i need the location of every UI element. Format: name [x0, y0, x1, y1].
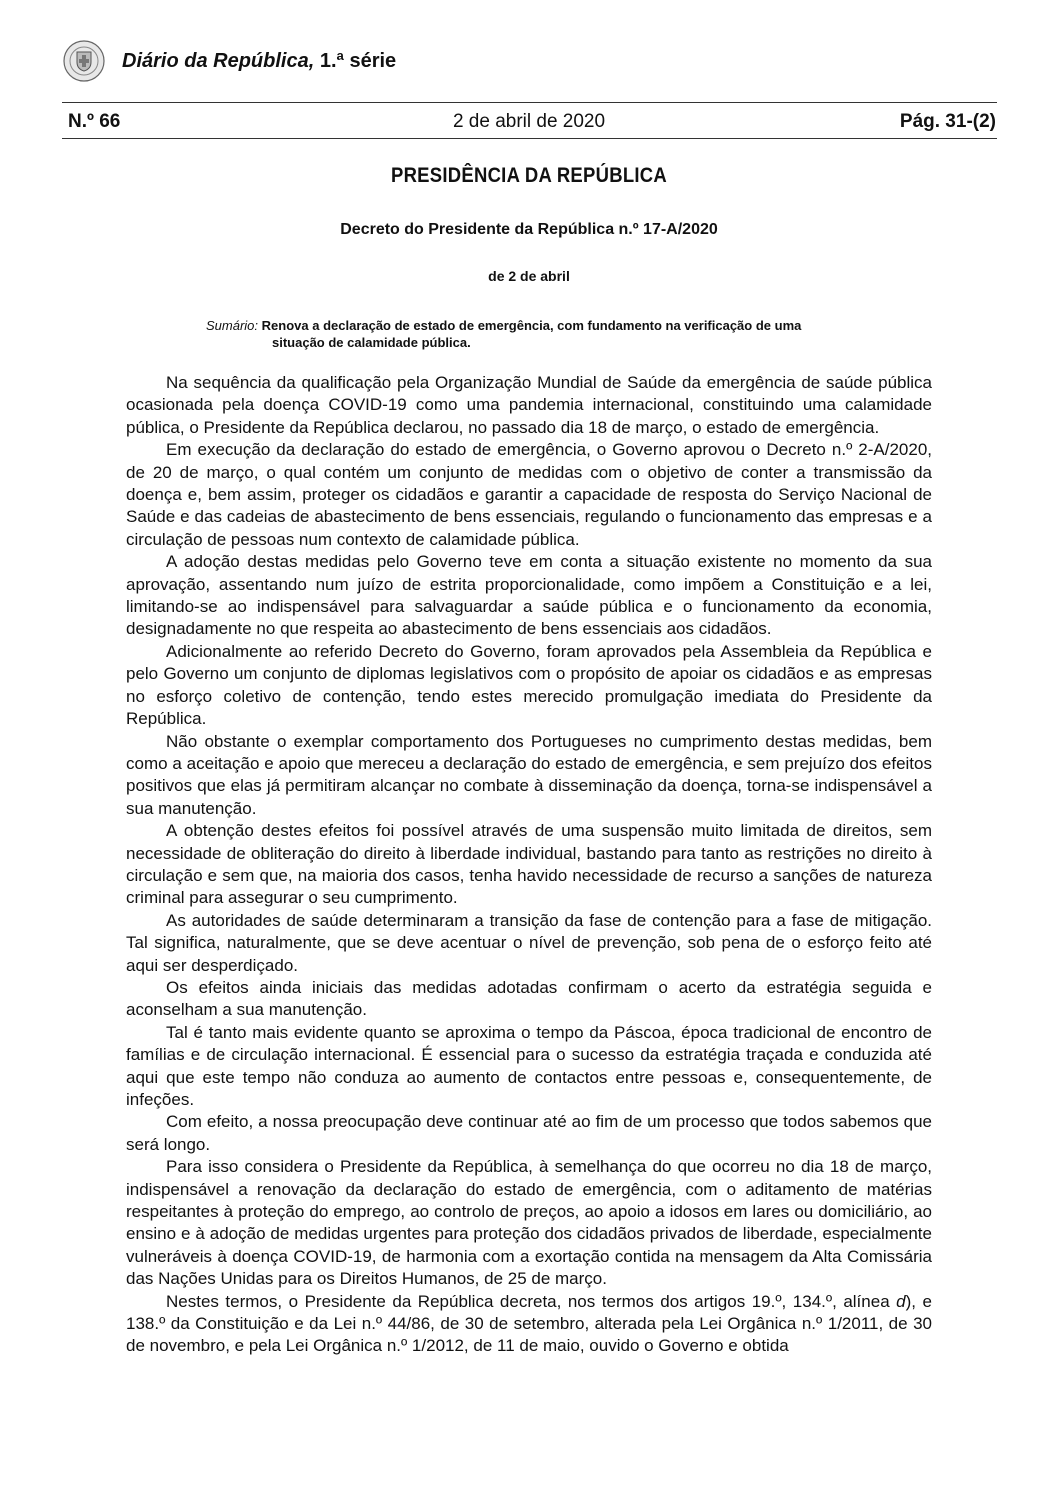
page-number: Pág. 31-(2) [899, 111, 996, 132]
issue-date: 2 de abril de 2020 [452, 111, 606, 132]
decree-body [126, 372, 932, 1358]
coat-of-arms-icon [62, 39, 106, 83]
paragraph-10: Com efeito, a nossa preocupação deve continuar até ao fim de um processo que todos sabemos que será longo. [126, 1112, 932, 1154]
summary-label: Sumário: [206, 318, 259, 333]
decree-date: de 2 de abril [488, 268, 570, 284]
header-top-rule [62, 102, 997, 103]
paragraph-12-end: ), e 138.º da Constituição e da Lei n.º 44/86, de 30 de setembro, alterada pela Lei Orgânica n.º 1/2011, de 30 de novembro, e pela Lei Orgânica n.º 1/2012, de 11 de maio, ouvido o Governo e obtida [126, 1291, 932, 1356]
decree-title: Decreto do Presidente da República n.º 17-A/2020 [340, 221, 718, 238]
journal-name: Diário da República, [122, 49, 315, 72]
paragraph-9: Tal é tanto mais evidente quanto se aproxima o tempo da Páscoa, época tradicional de encontro de famílias e de circulação internacional. É essencial para o sucesso da estratégia traçada e conduzida até aqui que este tempo não conduza ao aumento de contactos entre pessoas e, consequentemente, de infeções. [126, 1022, 932, 1109]
summary [206, 317, 866, 351]
paragraph-1: Na sequência da qualificação pela Organização Mundial de Saúde da emergência de saúde pública ocasionada pela doença COVID-19 como uma pandemia internacional, constituindo uma calamidade pública, o Presidente da República declarou, no passado dia 18 de março, o estado de emergência. [126, 373, 932, 437]
section-title: PRESIDÊNCIA DA REPÚBLICA [390, 164, 668, 187]
paragraph-8: Os efeitos ainda iniciais das medidas adotadas confirmam o acerto da estratégia seguida e aconselham a sua manutenção. [126, 977, 932, 1020]
paragraph-2: Em execução da declaração do estado de emergência, o Governo aprovou o Decreto n.º 2-A/2020, de 20 de março, o qual contém um conjunto de medidas com o objetivo de conter a transmissão da doença e, bem assim, proteger os cidadãos e garantir a capacidade de resposta do Serviço Nacional de Saúde e das cadeias de abastecimento de bens essenciais, regulando o funcionamento das empresas e a circulação de pessoas num contexto de calamidade pública. [126, 440, 932, 549]
paragraph-7: As autoridades de saúde determinaram a transição da fase de contenção para a fase de mitigação. Tal significa, naturalmente, que se deve acentuar o nível de prevenção, sob pena de o esforço feito até aqui ser desperdiçado. [126, 910, 932, 975]
journal-series: 1.ª série [319, 49, 397, 72]
paragraph-4: Adicionalmente ao referido Decreto do Governo, foram aprovados pela Assembleia da República e pelo Governo um conjunto de diplomas legislativos com o propósito de apoiar os cidadãos e as empresas no esforço coletivo de contenção, tendo estes merecido promulgação imediata do Presidente da República. [126, 641, 932, 729]
journal-title [122, 50, 396, 73]
paragraph-12-italic: d [896, 1291, 906, 1311]
paragraph-12-start: Nestes termos, o Presidente da República decreta, nos termos dos artigos 19.º, 134.º, alínea [166, 1291, 890, 1311]
paragraph-12 [126, 1291, 932, 1358]
masthead [62, 38, 396, 84]
header-bottom-rule [62, 138, 997, 139]
paragraph-11: Para isso considera o Presidente da República, à semelhança do que ocorreu no dia 18 de março, indispensável a renovação da declaração do estado de emergência, com o aditamento de matérias respeitantes à proteção do emprego, ao controlo de preços, ao apoio a idosos em lares ou domiciliário, ao ensino e à adoção de medidas urgentes para proteção dos cidadãos privados de liberdade, especialmente vulneráveis à doença COVID-19, de harmonia com a exortação contida na mensagem da Alta Comissária das Nações Unidas para os Direitos Humanos, de 25 de março. [126, 1157, 932, 1289]
issue-number: N.º 66 [68, 111, 121, 132]
summary-line-2: situação de calamidade pública. [272, 335, 471, 350]
summary-line-1: Renova a declaração de estado de emergência, com fundamento na verificação de uma [261, 318, 802, 333]
paragraph-5: Não obstante o exemplar comportamento dos Portugueses no cumprimento destas medidas, bem como a aceitação e apoio que mereceu a declaração do estado de emergência, e sem prejuízo dos efeitos positivos que elas já permitiram alcançar no combate à disseminação da doença, torna-se indispensável a sua manutenção. [126, 731, 932, 818]
paragraph-3: A adoção destas medidas pelo Governo teve em conta a situação existente no momento da sua aprovação, assentando num juízo de estrita proporcionalidade, como impõem a Constituição e a lei, limitando-se ao indispensável para salvaguardar a saúde pública e o funcionamento da economia, designadamente no que respeita ao abastecimento de bens essenciais aos cidadãos. [126, 552, 932, 639]
paragraph-6: A obtenção destes efeitos foi possível através de uma suspensão muito limitada de direitos, sem necessidade de obliteração do direito à liberdade individual, bastando para tanto as restrições no direito à circulação e sem que, na maioria dos casos, tenha havido necessidade de recurso a sanções de natureza criminal para assegurar o seu cumprimento. [126, 821, 932, 908]
